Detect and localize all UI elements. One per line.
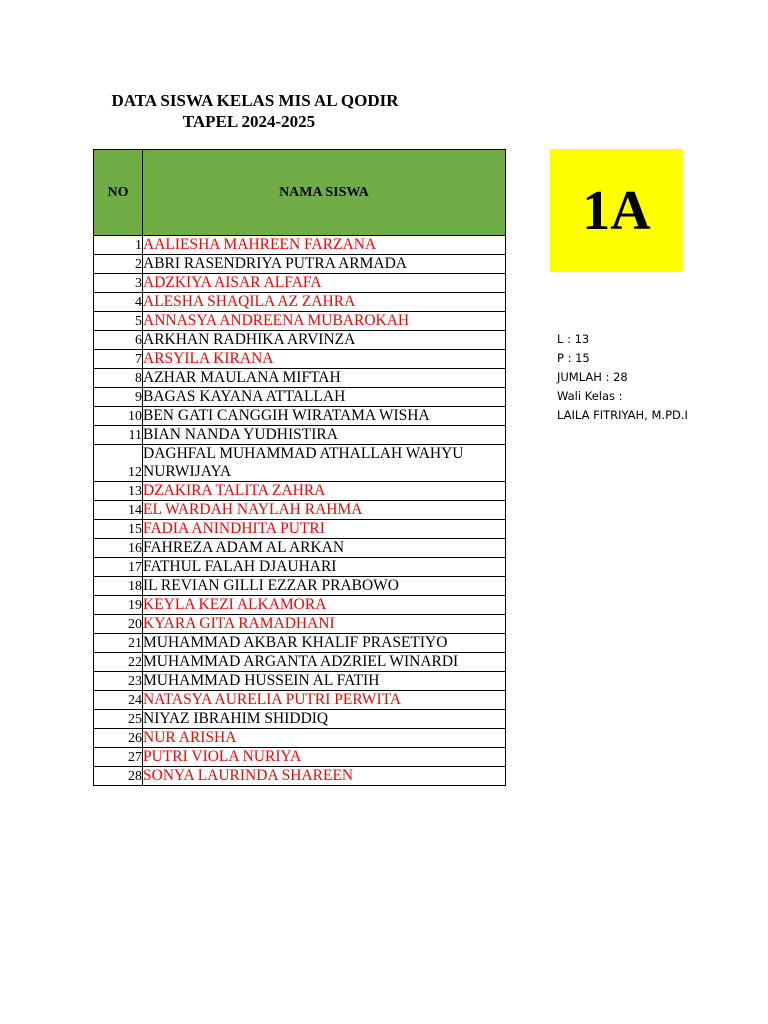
row-number: 2 (94, 255, 143, 274)
table-row (94, 369, 506, 388)
student-name: BEN GATI CANGGIH WIRATAMA WISHA (143, 407, 506, 426)
row-number: 8 (94, 369, 143, 388)
row-number: 28 (94, 767, 143, 786)
female-count: P : 15 (557, 351, 590, 365)
row-number: 16 (94, 539, 143, 558)
row-number: 5 (94, 312, 143, 331)
table-row (94, 634, 506, 653)
column-header-name: NAMA SISWA (143, 150, 506, 236)
total-count: JUMLAH : 28 (557, 370, 628, 384)
student-name: KYARA GITA RAMADHANI (143, 615, 506, 634)
row-number: 25 (94, 710, 143, 729)
table-row (94, 236, 506, 255)
table-row (94, 615, 506, 634)
student-name: MUHAMMAD ARGANTA ADZRIEL WINARDI (143, 653, 506, 672)
student-name: ADZKIYA AISAR ALFAFA (143, 274, 506, 293)
student-table (93, 149, 506, 786)
table-row (94, 274, 506, 293)
row-number: 20 (94, 615, 143, 634)
table-row (94, 691, 506, 710)
student-name: MUHAMMAD HUSSEIN AL FATIH (143, 672, 506, 691)
student-name: DAGHFAL MUHAMMAD ATHALLAH WAHYU NURWIJAYA (143, 445, 506, 482)
table-row (94, 501, 506, 520)
row-number: 13 (94, 482, 143, 501)
table-header-row (94, 150, 506, 236)
table-row (94, 748, 506, 767)
student-name: DZAKIRA TALITA ZAHRA (143, 482, 506, 501)
table-row (94, 388, 506, 407)
row-number: 26 (94, 729, 143, 748)
student-name: ANNASYA ANDREENA MUBAROKAH (143, 312, 506, 331)
table-row (94, 255, 506, 274)
page-title: DATA SISWA KELAS MIS AL QODIR (111, 91, 399, 110)
row-number: 9 (94, 388, 143, 407)
table-row (94, 767, 506, 786)
table-row (94, 558, 506, 577)
table-row (94, 729, 506, 748)
row-number: 11 (94, 426, 143, 445)
page-subtitle: TAPEL 2024-2025 (182, 112, 316, 131)
student-name: MUHAMMAD AKBAR KHALIF PRASETIYO (143, 634, 506, 653)
table-row (94, 293, 506, 312)
table-row (94, 710, 506, 729)
homeroom-label: Wali Kelas : (557, 389, 623, 403)
row-number: 7 (94, 350, 143, 369)
class-badge: 1A (550, 149, 683, 272)
row-number: 18 (94, 577, 143, 596)
table-row (94, 672, 506, 691)
row-number: 27 (94, 748, 143, 767)
table-row (94, 482, 506, 501)
row-number: 23 (94, 672, 143, 691)
row-number: 19 (94, 596, 143, 615)
student-name: SONYA LAURINDA SHAREEN (143, 767, 506, 786)
table-row (94, 539, 506, 558)
student-name: IL REVIAN GILLI EZZAR PRABOWO (143, 577, 506, 596)
row-number: 6 (94, 331, 143, 350)
student-name: FATHUL FALAH DJAUHARI (143, 558, 506, 577)
student-name: NUR ARISHA (143, 729, 506, 748)
table-body (94, 236, 506, 786)
male-count: L : 13 (557, 332, 590, 346)
student-name: ALESHA SHAQILA AZ ZAHRA (143, 293, 506, 312)
student-name: KEYLA KEZI ALKAMORA (143, 596, 506, 615)
table-row (94, 312, 506, 331)
student-name: ABRI RASENDRIYA PUTRA ARMADA (143, 255, 506, 274)
table-row (94, 653, 506, 672)
row-number: 21 (94, 634, 143, 653)
row-number: 17 (94, 558, 143, 577)
table-row (94, 426, 506, 445)
row-number: 15 (94, 520, 143, 539)
table-row (94, 520, 506, 539)
table-row (94, 577, 506, 596)
row-number: 12 (94, 445, 143, 482)
table-row (94, 350, 506, 369)
row-number: 4 (94, 293, 143, 312)
student-name: ARSYILA KIRANA (143, 350, 506, 369)
student-name: FADIA ANINDHITA PUTRI (143, 520, 506, 539)
student-name: ARKHAN RADHIKA ARVINZA (143, 331, 506, 350)
student-name: FAHREZA ADAM AL ARKAN (143, 539, 506, 558)
row-number: 14 (94, 501, 143, 520)
table-row (94, 331, 506, 350)
student-name: AALIESHA MAHREEN FARZANA (143, 236, 506, 255)
student-name: NATASYA AURELIA PUTRI PERWITA (143, 691, 506, 710)
title-block (80, 90, 430, 132)
table-row (94, 596, 506, 615)
row-number: 10 (94, 407, 143, 426)
student-name: BAGAS KAYANA ATTALLAH (143, 388, 506, 407)
row-number: 1 (94, 236, 143, 255)
homeroom-teacher-name: LAILA FITRIYAH, M.PD.I (557, 408, 688, 422)
row-number: 3 (94, 274, 143, 293)
student-name: EL WARDAH NAYLAH RAHMA (143, 501, 506, 520)
class-info (557, 330, 688, 425)
row-number: 24 (94, 691, 143, 710)
student-name: AZHAR MAULANA MIFTAH (143, 369, 506, 388)
column-header-no: NO (94, 150, 143, 236)
student-name: PUTRI VIOLA NURIYA (143, 748, 506, 767)
table-row (94, 407, 506, 426)
student-name: NIYAZ IBRAHIM SHIDDIQ (143, 710, 506, 729)
row-number: 22 (94, 653, 143, 672)
table-row (94, 445, 506, 482)
student-name: BIAN NANDA YUDHISTIRA (143, 426, 506, 445)
